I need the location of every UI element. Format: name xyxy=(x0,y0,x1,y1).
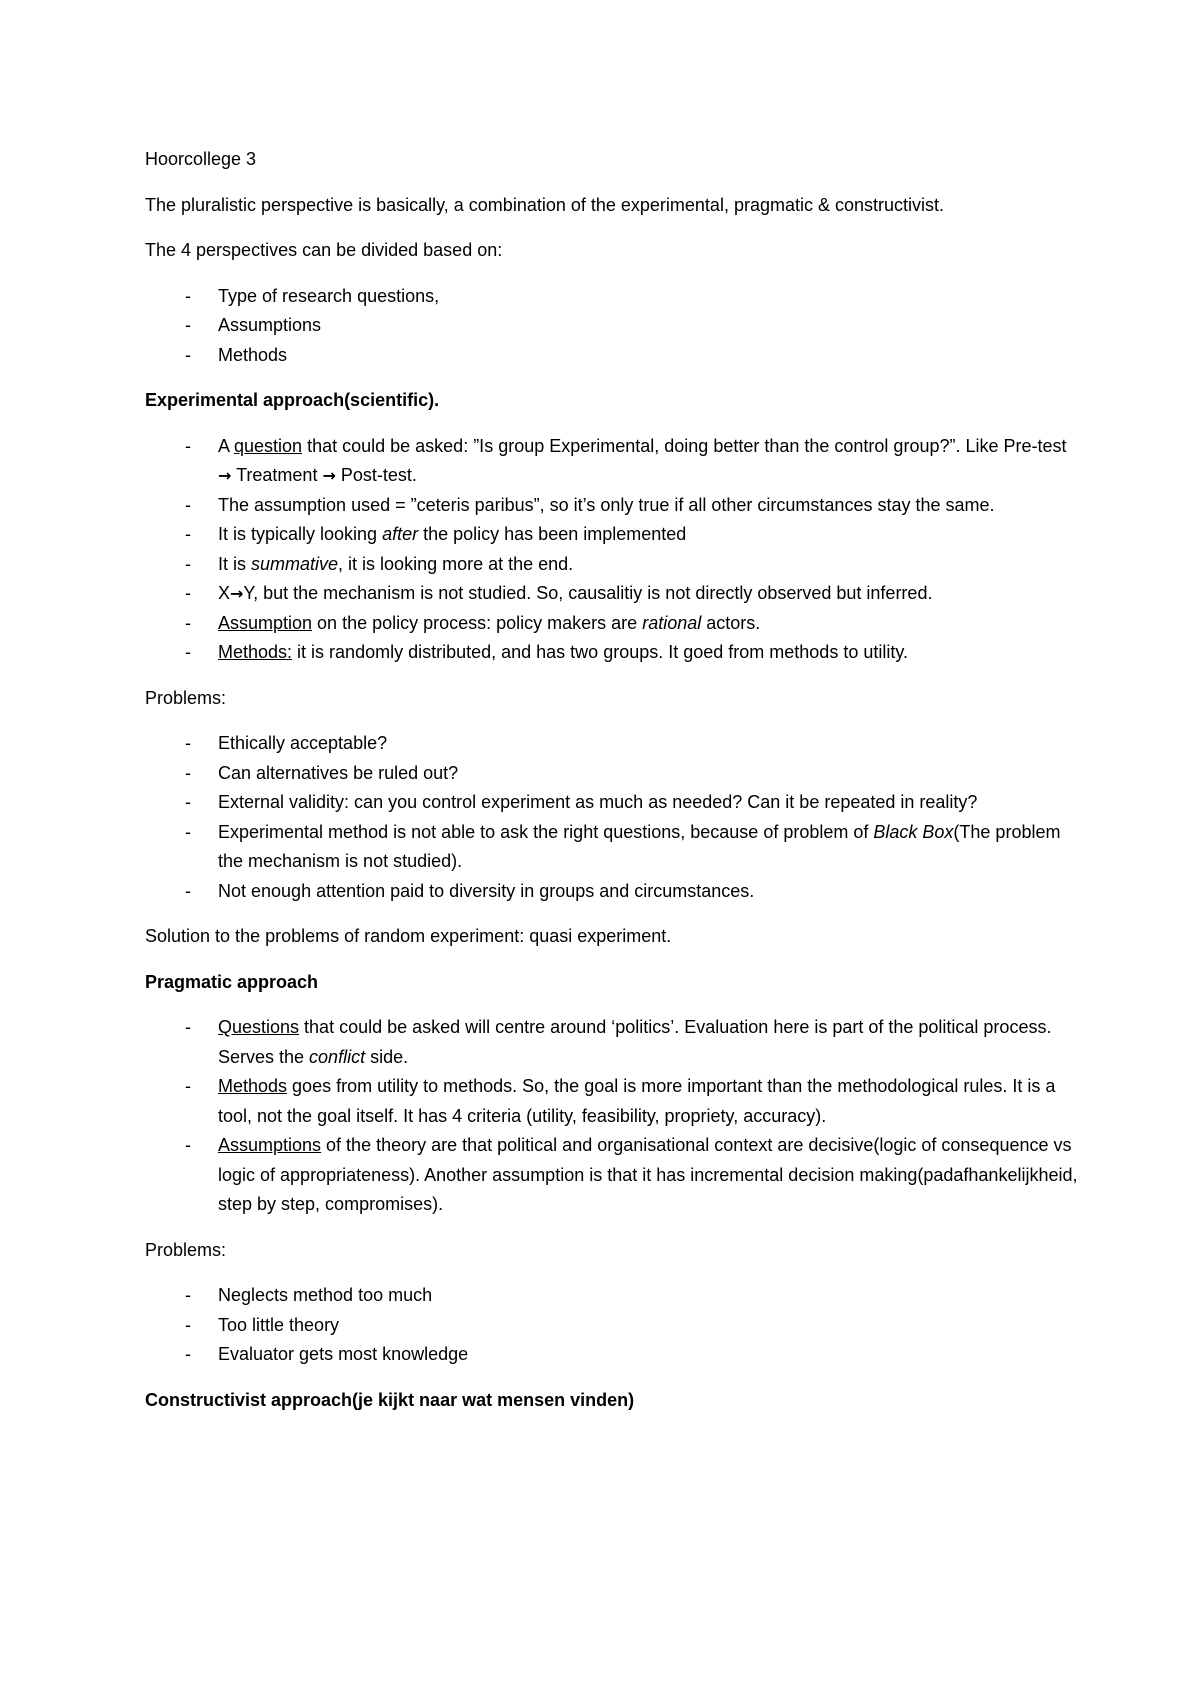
dash-mark: - xyxy=(185,1314,191,1335)
list-item: - Evaluator gets most knowledge xyxy=(145,1340,1080,1370)
constructivist-heading: Constructivist approach(je kijkt naar wat mensen vinden) xyxy=(145,1389,635,1410)
dash-mark: - xyxy=(185,1135,191,1155)
experimental-list xyxy=(145,432,1080,668)
problems-heading: Problems: xyxy=(145,1239,227,1260)
dash-mark: - xyxy=(185,524,191,544)
list-item: - Assumptions xyxy=(145,311,1080,341)
problems-heading: Problems: xyxy=(145,687,227,708)
doc-title: Hoorcollege 3 xyxy=(145,149,257,169)
list-item: - It is typically looking after the policy has been implemented xyxy=(145,520,1080,550)
dash-mark: - xyxy=(185,1285,191,1305)
dash-mark: - xyxy=(185,762,191,783)
list-item: - Assumption on the policy process: policy makers are rational actors. xyxy=(145,609,1080,639)
problems-list xyxy=(145,729,1080,906)
dash-mark: - xyxy=(185,880,191,901)
list-item: - Questions that could be asked will centre around ‘politics’. Evaluation here is part of the political process. Serves the conflict side. xyxy=(145,1013,1080,1072)
dash-mark: - xyxy=(185,315,191,335)
dash-mark: - xyxy=(185,1344,191,1364)
list-item: - Experimental method is not able to ask the right questions, because of problem of Black Box(The problem the mechanism is not studied). xyxy=(145,818,1080,877)
list-item: - Type of research questions, xyxy=(145,282,1080,312)
list-item: - Assumptions of the theory are that political and organisational context are decisive(logic of consequence vs logic of appropriateness). Another assumption is that it has incremental decision making(padafhankelijkheid, step by step, compromises). xyxy=(145,1131,1080,1220)
list-item: - Can alternatives be ruled out? xyxy=(145,759,1080,789)
arrow-icon: → xyxy=(322,466,336,485)
dash-mark: - xyxy=(185,1017,191,1037)
intro-paragraph: The pluralistic perspective is basically, a combination of the experimental, pragmatic & constructivist. xyxy=(145,194,945,215)
list-item: - Not enough attention paid to diversity in groups and circumstances. xyxy=(145,877,1080,907)
dash-mark: - xyxy=(185,642,191,662)
dash-mark: - xyxy=(185,583,191,603)
list-item: - Neglects method too much xyxy=(145,1281,1080,1311)
dash-mark: - xyxy=(185,1076,191,1096)
dash-mark: - xyxy=(185,553,191,574)
pragmatic-list xyxy=(145,1013,1080,1220)
list-item: - Ethically acceptable? xyxy=(145,729,1080,759)
problems-list xyxy=(145,1281,1080,1370)
dash-mark: - xyxy=(185,344,191,365)
solution-paragraph: Solution to the problems of random experiment: quasi experiment. xyxy=(145,926,672,946)
dash-mark: - xyxy=(185,612,191,633)
dash-mark: - xyxy=(185,285,191,306)
divided-list xyxy=(145,282,1080,371)
list-item: - The assumption used = ”ceteris paribus”, so it’s only true if all other circumstances stay the same. xyxy=(145,491,1080,521)
dash-mark: - xyxy=(185,733,191,753)
list-item: - X→Y, but the mechanism is not studied. So, causalitiy is not directly observed but inferred. xyxy=(145,579,1080,609)
list-item: - It is summative, it is looking more at the end. xyxy=(145,550,1080,580)
list-item: - Too little theory xyxy=(145,1311,1080,1341)
dash-mark: - xyxy=(185,435,191,456)
list-item: - External validity: can you control experiment as much as needed? Can it be repeated in reality? xyxy=(145,788,1080,818)
list-item: - Methods xyxy=(145,341,1080,371)
list-item: - Methods goes from utility to methods. So, the goal is more important than the methodological rules. It is a tool, not the goal itself. It has 4 criteria (utility, feasibility, propriety, accuracy). xyxy=(145,1072,1080,1131)
dash-mark: - xyxy=(185,821,191,842)
list-item: - A question that could be asked: ”Is group Experimental, doing better than the control group?”. Like Pre-test → Treatment → Post-test. xyxy=(145,432,1080,491)
list-item: - Methods: it is randomly distributed, and has two groups. It goed from methods to utility. xyxy=(145,638,1080,668)
pragmatic-heading: Pragmatic approach xyxy=(145,971,319,992)
divided-intro: The 4 perspectives can be divided based on: xyxy=(145,240,503,260)
dash-mark: - xyxy=(185,792,191,812)
experimental-heading: Experimental approach(scientific). xyxy=(145,390,440,410)
arrow-icon: → xyxy=(230,584,244,603)
arrow-icon: → xyxy=(218,466,232,485)
dash-mark: - xyxy=(185,494,191,515)
